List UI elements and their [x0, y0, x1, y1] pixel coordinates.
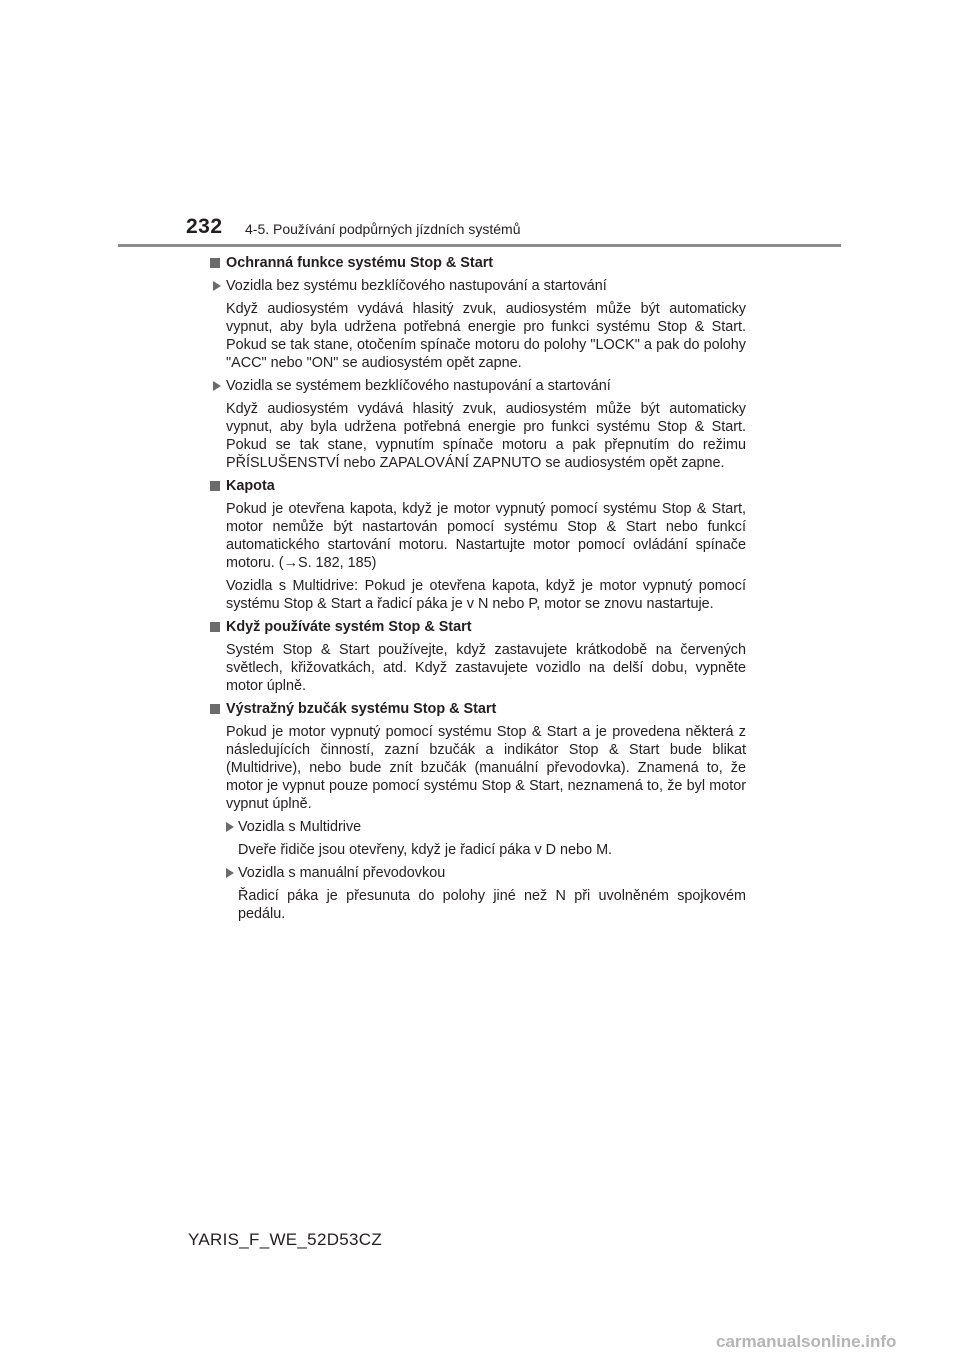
paragraph: Když audiosystém vydává hlasitý zvuk, audiosystém může být automaticky vypnut, aby byla udržena potřebná energie pro funkci systému Stop & Start. Pokud se tak stane, vypnutím spínače motoru a pak přepnutím do režimu PŘÍSLUŠENSTVÍ nebo ZAPALOVÁNÍ ZAPNUTO se audiosystém opět zapne.	[226, 401, 746, 471]
subsection-label: Vozidla bez systému bezklíčového nastupování a startování	[210, 277, 746, 295]
square-bullet-icon	[210, 258, 220, 268]
paragraph: Pokud je motor vypnutý pomocí systému Stop & Start a je provedena některá z následujících činností, zazní bzučák a indikátor Stop & Start bude blikat (Multidrive), nebo bude znít bzučák (manuální převodovka). Znamená to, že motor je vypnut pouze pomocí systému Stop & Start, neznamená to, že byl motor vypnut úplně.	[226, 724, 746, 812]
paragraph: Když audiosystém vydává hlasitý zvuk, audiosystém může být automaticky vypnut, aby byla udržena potřebná energie pro funkci systému Stop & Start. Pokud se tak stane, otočením spínače motoru do polohy "LOCK" a pak do polohy "ACC" nebo "ON" se audiosystém opět zapne.	[226, 301, 746, 371]
section-heading: Výstražný bzučák systému Stop & Start	[210, 700, 746, 718]
paragraph: Vozidla s Multidrive: Pokud je otevřena kapota, když je motor vypnutý pomocí systému Stop & Start a řadicí páka je v N nebo P, motor se znovu nastartuje.	[226, 578, 746, 612]
page-content	[210, 254, 746, 928]
triangle-bullet-icon	[226, 868, 234, 878]
subsection-label: Vozidla s Multidrive	[210, 818, 746, 836]
square-bullet-icon	[210, 622, 220, 632]
square-bullet-icon	[210, 704, 220, 714]
paragraph: Systém Stop & Start používejte, když zastavujete krátkodobě na červených světlech, křižovatkách, atd. Když zastavujete vozidlo na delší dobu, vypněte motor úplně.	[226, 642, 746, 694]
document-code: YARIS_F_WE_52D53CZ	[188, 1230, 383, 1249]
header-divider	[118, 244, 841, 247]
triangle-bullet-icon	[226, 822, 234, 832]
section-heading: Když používáte systém Stop & Start	[210, 618, 746, 636]
triangle-bullet-icon	[213, 281, 221, 291]
subsection-label: Vozidla s manuální převodovkou	[210, 864, 746, 882]
page-number: 232	[186, 215, 223, 238]
triangle-bullet-icon	[213, 381, 221, 391]
paragraph: Dveře řidiče jsou otevřeny, když je řadicí páka v D nebo M.	[238, 842, 613, 858]
section-heading: Kapota	[210, 477, 746, 495]
watermark: carmanualsonline.info	[716, 1332, 897, 1351]
subsection-label: Vozidla se systémem bezklíčového nastupování a startování	[210, 377, 746, 395]
square-bullet-icon	[210, 481, 220, 491]
paragraph: Pokud je otevřena kapota, když je motor vypnutý pomocí systému Stop & Start, motor nemůže být nastartován pomocí systému Stop & Start nebo funkcí automatického startování motoru. Nastartujte motor pomocí ovládání spínače motoru. (→S. 182, 185)	[226, 501, 746, 571]
chapter-title: 4-5. Používání podpůrných jízdních systémů	[245, 221, 521, 237]
paragraph: Řadicí páka je přesunuta do polohy jiné než N při uvolněném spojkovém pedálu.	[238, 888, 746, 922]
section-heading: Ochranná funkce systému Stop & Start	[210, 254, 746, 272]
